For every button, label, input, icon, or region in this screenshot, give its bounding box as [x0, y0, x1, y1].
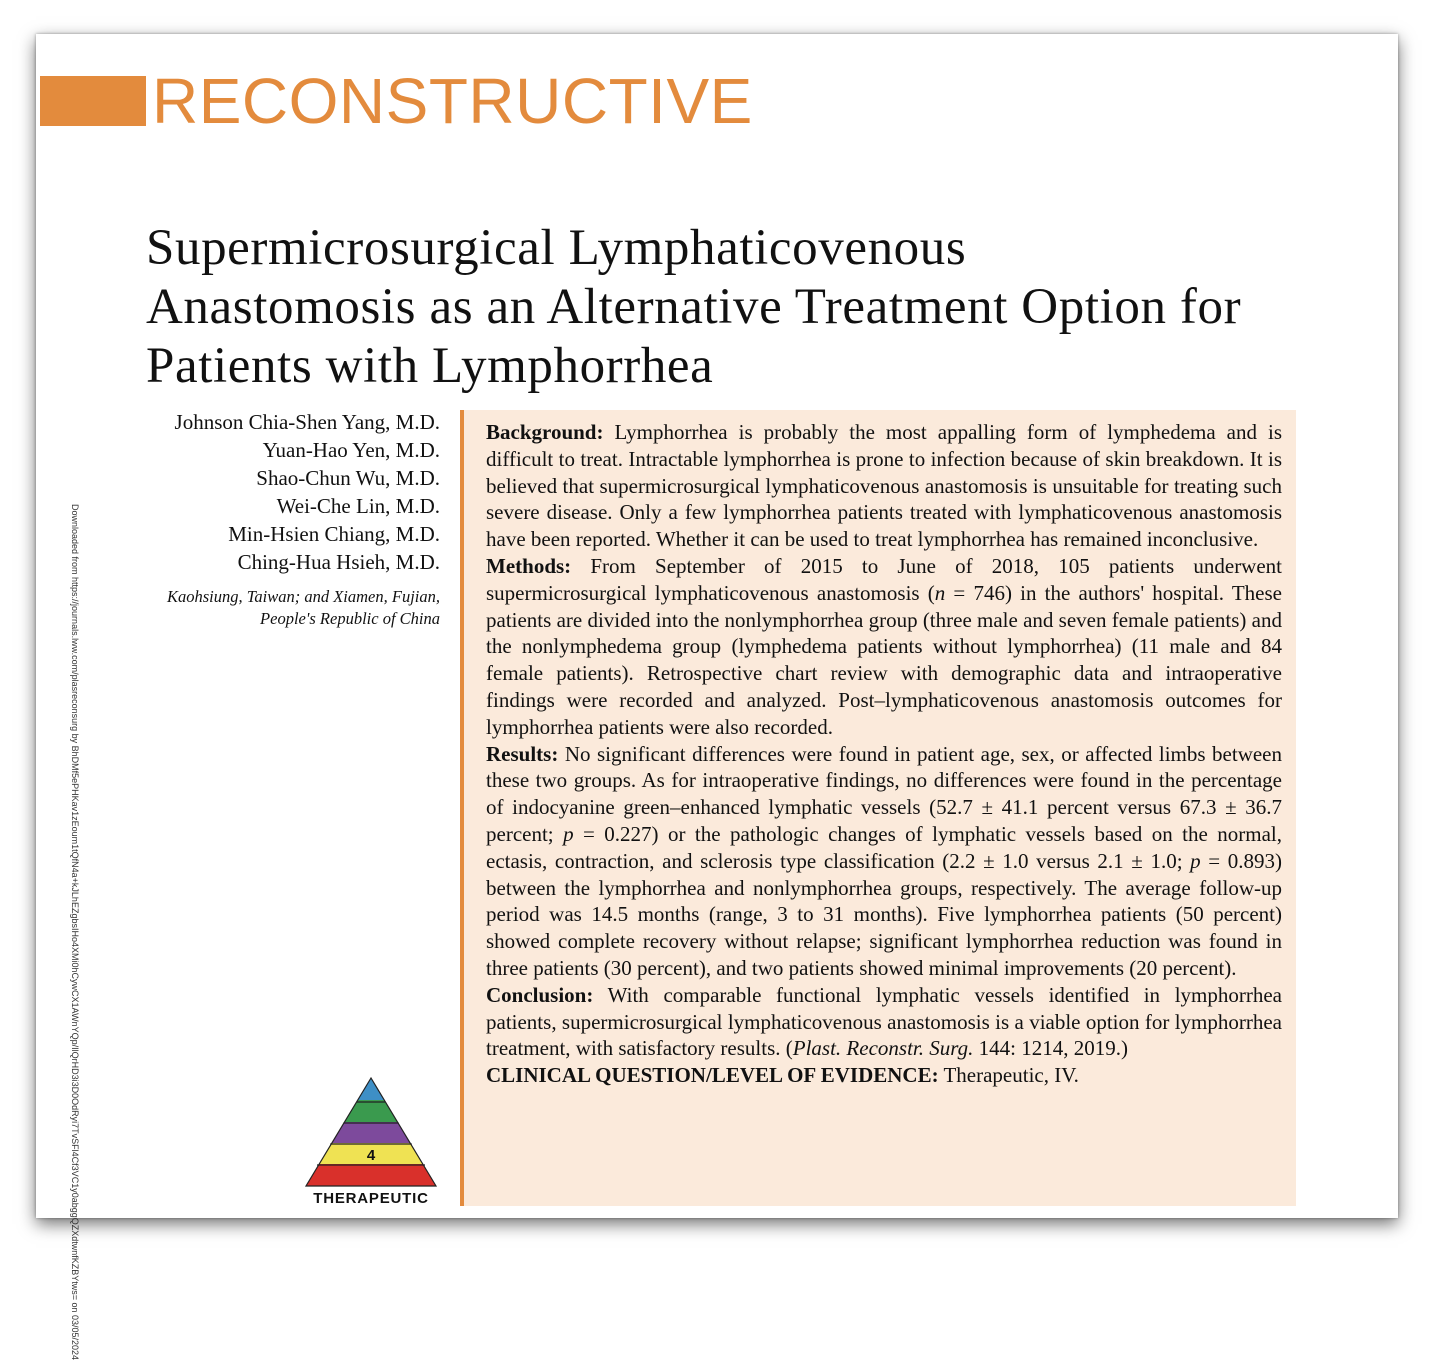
abstract-label: CLINICAL QUESTION/LEVEL OF EVIDENCE:: [486, 1063, 939, 1088]
author-name: Wei-Che Lin, M.D.: [276, 494, 440, 518]
abstract-text: From September of 2015 to June of 2018, 105 patients underwent supermicrosurgical lymphaticovenous anastomosis (: [486, 553, 1283, 605]
citation-rest: 144: 1214, 2019.): [973, 1036, 1128, 1061]
author-name: Yuan-Hao Yen, M.D.: [262, 438, 440, 462]
abstract-text: No significant differences were found in patient age, sex, or affected limbs between these two groups. As for intraoperative findings, no differences were found in the percentage of indocyanine green–enhanced lymphatic vessels (52.7 ± 41.1 percent versus 67.3 ± 36.7 percent;: [486, 741, 1283, 846]
author-name: Johnson Chia-Shen Yang, M.D.: [174, 410, 440, 434]
abstract-label: Background:: [486, 420, 604, 444]
section-color-bar: [40, 76, 146, 126]
section-heading: RECONSTRUCTIVE: [152, 65, 753, 137]
abstract-text: With comparable functional lymphatic vessels identified in lymphorrhea patients, supermicrosurgical lymphaticovenous anastomosis is a viable option for lymphorrhea treatment, with satisfactory results.: [486, 982, 1283, 1061]
author-block: [140, 408, 440, 630]
article-title: Supermicrosurgical Lymphaticovenous Anastomosis as an Alternative Treatment Option for Patients with Lymphorrhea: [146, 220, 1242, 394]
author-affiliation: Kaohsiung, Taiwan; and Xiamen, Fujian, People's Republic of China: [166, 587, 440, 628]
abstract-background: [486, 419, 1282, 553]
abstract-text: = 0.227) or the pathologic changes of lymphatic vessels based on the normal, ectasis, contraction, and sclerosis type classification (2.2 ± 1.0 versus 2.1 ± 1.0;: [486, 821, 1283, 873]
abstract-symbol: n: [934, 580, 946, 605]
abstract-methods: [486, 553, 1282, 741]
abstract-text: = 746) in the authors' hospital. These patients are divided into the nonlymphorrhea group (three male and seven female patients) and the nonlymphedema group (lymphedema patients without lymphorrhea) (11 male and 84 female patients). Retrospective chart review with demographic data and intraoperative findings were recorded and analyzed. Post–lymphaticovenous anastomosis outcomes for lymphorrhea patients were also recorded.: [486, 580, 1282, 739]
abstract-label: Methods:: [486, 553, 572, 578]
pyramid-tier: [302, 1100, 440, 1122]
abstract-clinical-question: [486, 1062, 1282, 1089]
author-name: Ching-Hua Hsieh, M.D.: [237, 550, 440, 574]
abstract-conclusion: [486, 982, 1282, 1062]
author-name: Shao-Chun Wu, M.D.: [256, 466, 440, 490]
abstract-label: Conclusion:: [486, 982, 594, 1007]
pyramid-tier: [302, 1164, 440, 1188]
citation-journal: Plast. Reconstr. Surg.: [792, 1036, 974, 1061]
download-watermark: Downloaded from https://journals.lww.com/plasreconsurg by BhDMf5ePHKav1zEoum1tQfN4a+kJLhEZgbsIHo4XMi0hCywCX1AWnYQp/IlQrHD3i3D0OdRyi7TvSFl4Cf3VC1y0abggQZXdtwnfKZBYtws= on 03/05/2024: [70, 504, 80, 1360]
author-name: Min-Hsien Chiang, M.D.: [228, 522, 440, 546]
abstract-results: [486, 741, 1282, 982]
abstract-text: Therapeutic, IV.: [943, 1063, 1079, 1088]
pyramid-tier: [302, 1076, 440, 1100]
abstract-symbol: p: [563, 821, 574, 846]
abstract-box: [460, 410, 1296, 1206]
evidence-pyramid: [302, 1076, 440, 1207]
article-page: [36, 34, 1398, 1360]
evidence-label: THERAPEUTIC: [313, 1190, 429, 1207]
citation-open: (: [780, 1036, 793, 1061]
abstract-label: Results:: [486, 741, 559, 766]
evidence-level-number: 4: [366, 1147, 376, 1164]
abstract-text: Lymphorrhea is probably the most appalling form of lymphedema and is difficult to treat. Intractable lymphorrhea is prone to infection because of skin breakdown. It is believed that supermicrosurgical lymphaticovenous anastomosis is unsuitable for treating such severe disease. Only a few lymphorrhea patients treated with lymphaticovenous anastomosis have been reported. Whether it can be used to treat lymphorrhea has remained inconclusive.: [486, 420, 1282, 552]
pyramid-tier: [302, 1122, 440, 1143]
abstract-symbol: p: [1190, 848, 1201, 873]
abstract-text: = 0.893) between the lymphorrhea and nonlymphorrhea groups, respectively. The average follow-up period was 14.5 months (range, 3 to 31 months). Five lymphorrhea patients (50 percent) showed complete recovery without relapse; significant lymphorrhea reduction was found in three patients (30 percent), and two patients showed minimal improvements (20 percent).: [486, 848, 1283, 980]
evidence-pyramid-icon: [302, 1076, 440, 1188]
